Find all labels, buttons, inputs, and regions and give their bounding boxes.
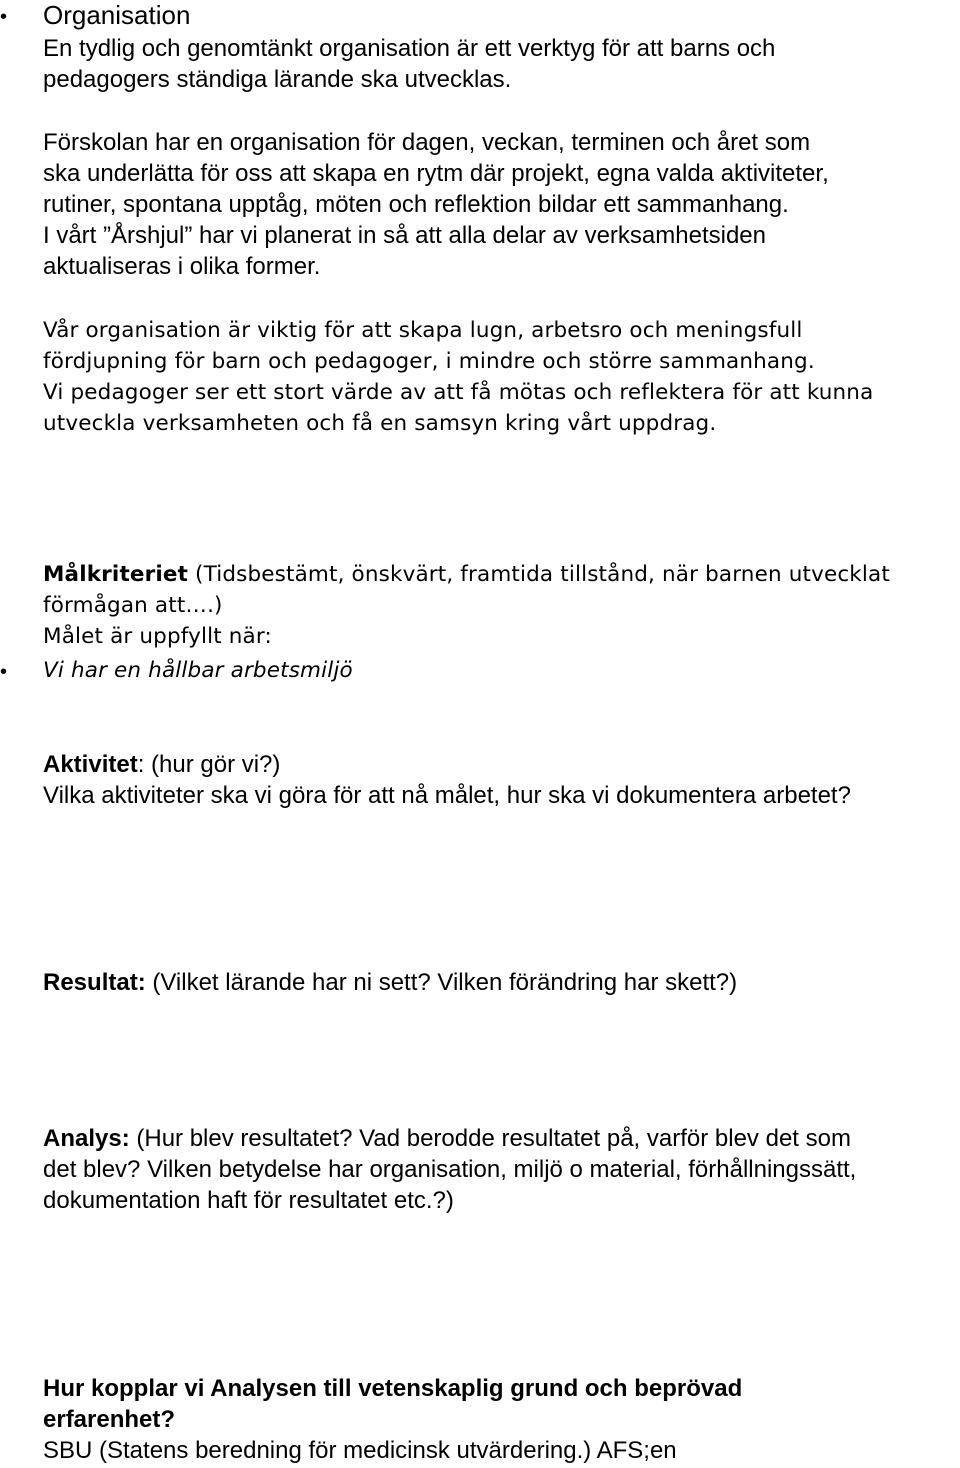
intro-paragraph: [43, 33, 958, 95]
resultat-line: [43, 967, 958, 998]
section-heading: Organisation: [43, 0, 191, 30]
goal-line: Vi har en hållbar arbetsmiljö: [43, 658, 353, 683]
paragraph-line: I vårt ”Årshjul” har vi planerat in så att alla delar av verksamhetsiden: [43, 222, 766, 249]
paragraph-line: Vår organisation är viktig för att skapa lugn, arbetsro och meningsfull: [43, 318, 803, 343]
resultat-block: [43, 967, 958, 998]
koppling-heading: Hur kopplar vi Analysen till vetenskaplig grund och beprövad: [43, 1375, 743, 1402]
intro-line: En tydlig och genomtänkt organisation är ett verktyg för att barns och: [43, 35, 776, 62]
analys-question: (Hur blev resultatet? Vad berodde resultatet på, varför blev det som: [129, 1125, 851, 1152]
paragraph-organisation: [43, 315, 958, 439]
intro-line: pedagogers ständiga lärande ska utvecklas.: [43, 66, 512, 93]
paragraph-line: Förskolan har en organisation för dagen, veckan, terminen och året som: [43, 129, 811, 156]
paragraph-line: ska underlätta för oss att skapa en rytm där projekt, egna valda aktiviteter,: [43, 160, 829, 187]
bullet-organisation: •: [0, 6, 8, 28]
koppling-heading: erfarenhet?: [43, 1406, 176, 1433]
analys-line: [43, 1123, 958, 1154]
koppling-block: [43, 1373, 958, 1466]
bullet-goal: •: [0, 661, 8, 683]
paragraph-line: aktualiseras i olika former.: [43, 253, 321, 280]
analys-block: [43, 1123, 958, 1216]
analys-label: Analys:: [43, 1125, 130, 1152]
paragraph-line: Vi pedagoger ser ett stort värde av att få mötas och reflektera för att kunna: [43, 380, 874, 405]
paragraph-forskolan: [43, 127, 958, 282]
resultat-label: Resultat:: [43, 969, 146, 996]
aktivitet-subtitle: : (hur gör vi?): [137, 751, 281, 778]
malkriteriet-line: [43, 559, 958, 590]
malkriteriet-line: Målet är uppfyllt när:: [43, 624, 272, 649]
koppling-text: SBU (Statens beredning för medicinsk utvärdering.) AFS;en: [43, 1437, 677, 1464]
malkriteriet-label: Målkriteriet: [43, 562, 189, 587]
paragraph-line: rutiner, spontana upptåg, möten och reflektion bildar ett sammanhang.: [43, 191, 789, 218]
paragraph-line: fördjupning för barn och pedagoger, i mindre och större sammanhang.: [43, 349, 815, 374]
aktivitet-line: [43, 749, 958, 780]
analys-line: det blev? Vilken betydelse har organisation, miljö o material, förhållningssätt,: [43, 1156, 857, 1183]
malkriteriet-description: (Tidsbestämt, önskvärt, framtida tillstånd, när barnen utvecklat: [188, 562, 890, 587]
aktivitet-question: Vilka aktiviteter ska vi göra för att nå målet, hur ska vi dokumentera arbetet?: [43, 782, 851, 809]
analys-line: dokumentation haft för resultatet etc.?): [43, 1187, 454, 1214]
aktivitet-label: Aktivitet: [43, 751, 138, 778]
paragraph-line: utveckla verksamheten och få en samsyn kring vårt uppdrag.: [43, 411, 717, 436]
aktivitet-block: [43, 749, 958, 811]
malkriteriet-line: förmågan att….): [43, 593, 223, 618]
goal-text: [43, 655, 958, 686]
malkriteriet-block: [43, 559, 958, 652]
resultat-question: (Vilket lärande har ni sett? Vilken förändring har skett?): [145, 969, 738, 996]
